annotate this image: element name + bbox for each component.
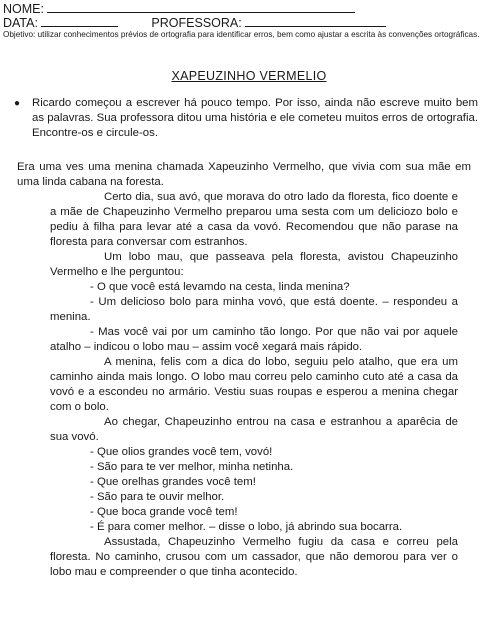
name-line — [3, 1, 355, 16]
teacher-blank[interactable] — [245, 15, 386, 27]
dialogue-line: - São para te ver melhor, minha netinha. — [90, 461, 294, 473]
dialogue-line: - Que orelhas grandes você tem! — [90, 476, 256, 488]
dialogue-line: - Mas você vai por um caminho tão longo. Por que não vai por aquele atalho – indicou o lobo mau – assim você xegará mais rápido. — [50, 326, 458, 353]
dialogue-line: - É para comer melhor. – disse o lobo, já abrindo sua bocarra. — [90, 521, 403, 533]
date-teacher-line — [3, 15, 386, 30]
name-label: NOME: — [3, 2, 44, 16]
story-paragraph: A menina, felis com a dica do lobo, seguiu pelo atalho, que era um caminho ainda mais longo. O lobo mau correu pelo caminho cuto até a casa da vovó e a escondeu no armário. Vestiu suas roupas e esperou a menina chegar com o bolo. — [50, 356, 458, 413]
dialogue-line: - São para te ouvir melhor. — [90, 491, 225, 503]
story-paragraph: Um lobo mau, que passeava pela floresta, avistou Chapeuzinho Vermelho e lhe perguntou: — [50, 251, 458, 278]
story-body — [50, 190, 458, 580]
dialogue-line: - Que boca grande você tem! — [90, 506, 238, 518]
story — [17, 160, 479, 580]
objective-text: Objetivo: utilizar conhecimentos prévios de ortografia para identificar erros, bem como ajustar a escrita às convenções ortográficas. — [3, 30, 480, 39]
instruction-text: Ricardo começou a escrever há pouco tempo. Por isso, ainda não escreve muito bem as palavras. Sua professora ditou uma história e ele cometeu muitos erros de ortografia. Encontre-os e circule-os. — [32, 97, 478, 139]
story-opening: Era uma ves uma menina chamada Xapeuzinho Vermelho, que vivia com sua mãe em uma linda cabana na foresta. — [17, 161, 471, 188]
story-paragraph: Certo dia, sua avó, que morava do otro lado da floresta, fico doente e a mãe de Chapeuzinho Vermelho preparou uma sesta com um deliciozo bolo e pediu à filha para levar até a casa da vovó. Recomendou que não parase na floresta para conversar com estranhos. — [50, 191, 458, 248]
date-blank[interactable] — [41, 15, 118, 27]
story-paragraph: Assustada, Chapeuzinho Vermelho fugiu da casa e correu pela floresta. No caminho, crusou com um cassador, que não demorou para ver o lobo mau e compreender o que tinha acontecido. — [50, 536, 458, 578]
dialogue-line: - O que você está levamdo na cesta, linda menina? — [90, 281, 350, 293]
date-label: DATA: — [3, 16, 38, 30]
teacher-label: PROFESSORA: — [151, 16, 242, 30]
story-paragraph: Ao chegar, Chapeuzinho entrou na casa e estranhou a aparêcia de sua vovó. — [50, 416, 458, 443]
bullet-icon: ● — [14, 98, 21, 109]
dialogue-line: - Que olios grandes você tem, vovó! — [90, 446, 273, 458]
name-blank[interactable] — [47, 1, 355, 13]
page-title: XAPEUZINHO VERMELIO — [171, 69, 327, 83]
dialogue-line: - Um delicioso bolo para minha vovó, que está doente. – respondeu a menina. — [50, 296, 458, 323]
